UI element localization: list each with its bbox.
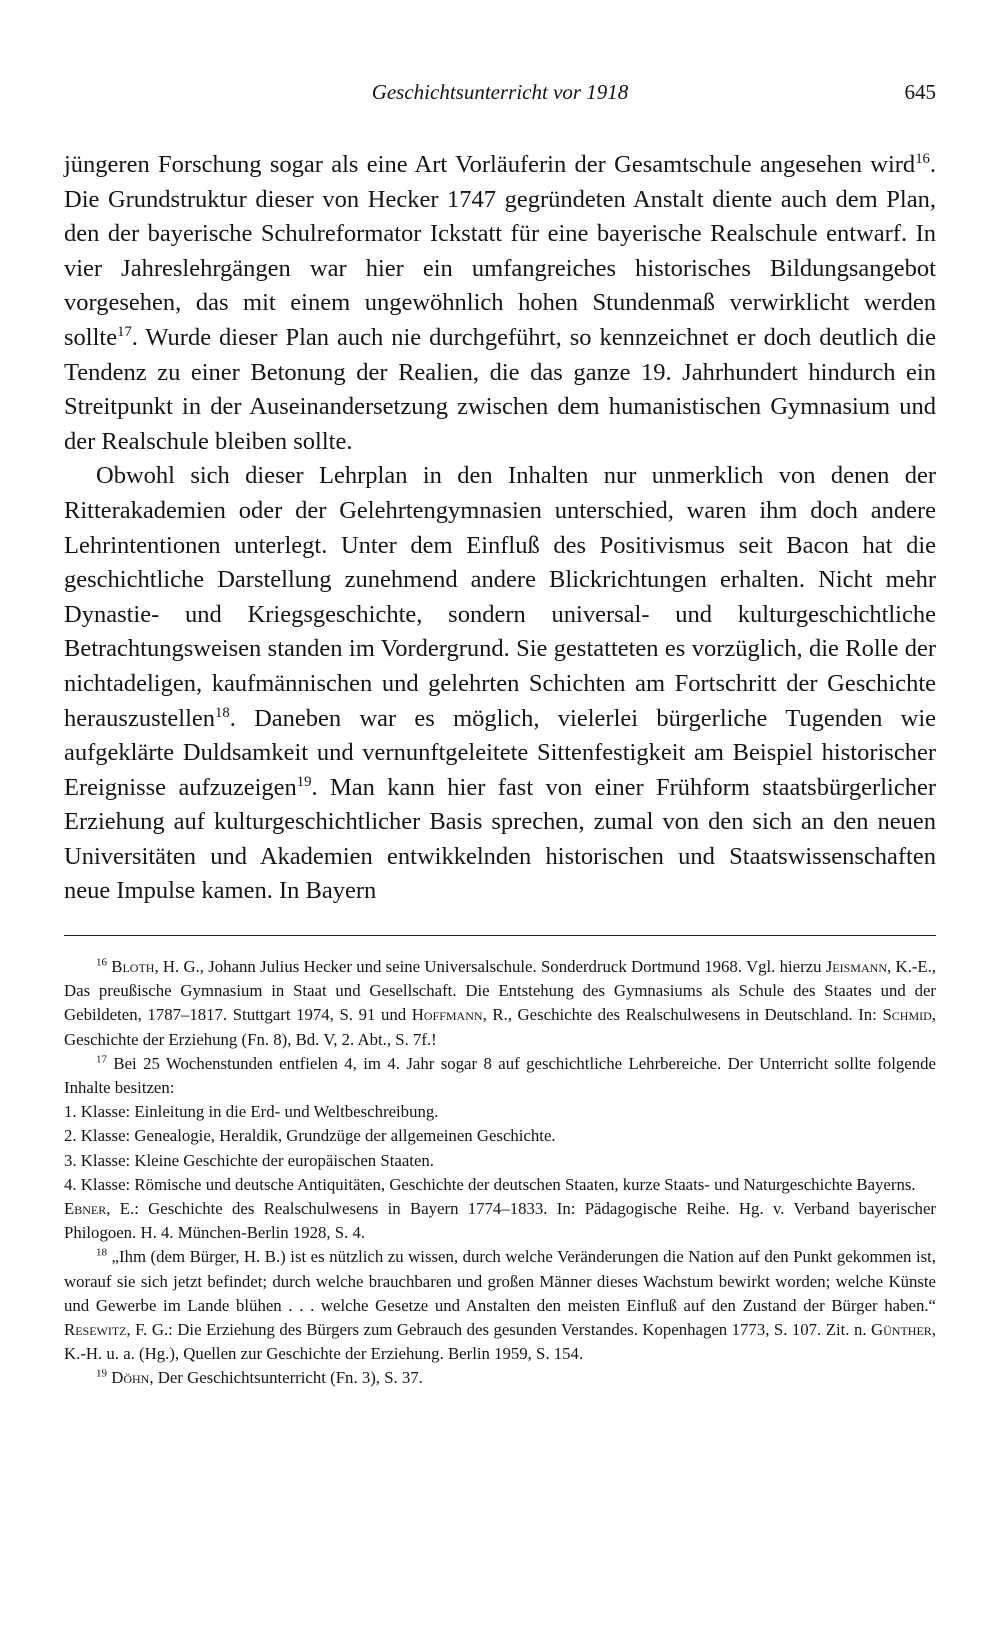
footnote-18: [64, 1245, 936, 1366]
footnote-text: , E.: Geschichte des Realschulwesens in Bayern 1774–1833. In: Pädagogische Reihe. Hg. v. Verband bayerischer Philogoen. H. 4. München-Berlin 1928, S. 4.: [64, 1199, 936, 1243]
footnote-ref: 17: [117, 323, 132, 340]
paragraph-text: . Wurde dieser Plan auch nie durchgeführt, so kennzeichnet er doch deutlich die Tendenz zu einer Betonung der Realien, die das ganze 19. Jahrhundert hindurch ein Streitpunkt in der Auseinandersetzung zwischen dem humanistischen Gymnasium und der Realschule bleiben sollte.: [64, 323, 936, 455]
footnote-text: „Ihm (dem Bürger, H. B.) ist es nützlich zu wissen, durch welche Veränderungen die Nation auf den Punkt gekommen ist, worauf sie sich jetzt befindet; durch welche brauchbaren und großen Männer dieses Wachstum bewirkt worden; welche Künste und Gewerbe im Lande blühen . . . welche Gesetze und Anstalten den meisten Einfluß auf den Zustand der Bürger haben.“: [64, 1247, 936, 1315]
footnote-text: , K.-H. u. a. (Hg.), Quellen zur Geschichte der Erziehung. Berlin 1959, S. 154.: [64, 1320, 936, 1364]
paragraph-1: [64, 148, 936, 459]
running-title: Geschichtsunterricht vor 1918: [371, 80, 629, 104]
page-number: 645: [904, 80, 936, 104]
footnote-text: , F. G.: Die Erziehung des Bürgers zum Gebrauch des gesunden Verstandes. Kopenhagen 1773, S. 107. Zit. n.: [126, 1320, 872, 1340]
footnote-19: [64, 1366, 936, 1390]
footnote-reference: [64, 1197, 936, 1245]
list-item: 3. Klasse: Kleine Geschichte der europäischen Staaten.: [64, 1150, 434, 1170]
paragraph-text: . Die Grundstruktur dieser von Hecker 1747 gegründeten Anstalt diente auch dem Plan, den der bayerische Schulreformator Ickstatt für eine bayerische Realschule entwarf. In vier Jahreslehrgängen war hier ein umfangreiches historisches Bildungsangebot vorgesehen, das mit einem ungewöhnlich hohen Stundenmaß verwirklicht werden sollte: [64, 151, 936, 351]
page-header: [64, 80, 936, 114]
author-name: Ebner: [64, 1199, 107, 1219]
list-item: 2. Klasse: Genealogie, Heraldik, Grundzüge der allgemeinen Geschichte.: [64, 1126, 556, 1146]
paragraph-text: . Daneben war es möglich, vielerlei bürgerliche Tugenden wie aufgeklärte Duldsamkeit und vernunftgeleitete Sittenfestigkeit am Beispiel historischer Ereignisse aufzuzeigen: [64, 704, 936, 801]
author-name: Resewitz: [64, 1320, 127, 1340]
author-name: Bloth: [111, 957, 155, 976]
footnote-number: 16: [96, 956, 107, 969]
footnote-number: 18: [96, 1246, 107, 1259]
paragraph-text: Obwohl sich dieser Lehrplan in den Inhalten nur unmerklich von denen der Ritterakademien oder der Gelehrtengymnasien unterschied, waren ihm doch andere Lehrintentionen unterlegt. Unter dem Einfluß des Positivismus seit Bacon hat die geschichtliche Darstellung zunehmend andere Blickrichtungen erhalten. Nicht mehr Dynastie- und Kriegsgeschichte, sondern universal- und kulturgeschichtliche Betrachtungsweisen standen im Vordergrund. Sie gestatteten es vorzüglich, die Rolle der nichtadeligen, kaufmännischen und gelehrten Schichten am Fortschritt der Geschichte herauszustellen: [64, 462, 936, 732]
paragraph-2: [64, 459, 936, 909]
footnote-text: , K.-E., Das preußische Gymnasium in Staat und Gesellschaft. Die Entstehung des Gymnasiums als Schule des Staates und der Gebildeten, 1787–1817. Stuttgart 1974, S. 91 und: [64, 957, 936, 1025]
footnote-text: , Geschichte der Erziehung (Fn. 8), Bd. V, 2. Abt., S. 7f.!: [64, 1005, 936, 1049]
footnote-text: , Der Geschichtsunterricht (Fn. 3), S. 37.: [149, 1368, 423, 1388]
author-name: Döhn: [111, 1368, 150, 1388]
footnote-number: 19: [96, 1367, 107, 1380]
footnote-text: , R., Geschichte des Realschulwesens in Deutschland. In:: [482, 1005, 883, 1025]
list-item: 4. Klasse: Römische und deutsche Antiquitäten, Geschichte der deutschen Staaten, kurze Staats- und Naturgeschichte Bayerns.: [64, 1174, 916, 1194]
footnote-number: 17: [96, 1053, 107, 1066]
footnote-text: Bei 25 Wochenstunden entfielen 4, im 4. Jahr sogar 8 auf geschichtliche Lehrbereiche. Der Unterricht sollte folgende Inhalte besitzen:: [64, 1053, 936, 1098]
footnotes: [64, 955, 936, 1391]
footnote-17: [64, 1052, 936, 1100]
author-name: Hoffmann: [411, 1005, 483, 1025]
paragraph-text: jüngeren Forschung sogar als eine Art Vorläuferin der Gesamtschule angesehen wird: [64, 151, 916, 178]
author-name: Schmid: [882, 1005, 932, 1025]
paragraph-text: . Man kann hier fast von einer Frühform staatsbürgerlicher Erziehung auf kulturgeschichtlicher Basis sprechen, zumal von den sich an den neuen Universitäten und Akademien entwikkelnden historischen und Staatswissenschaften neue Impulse kamen. In Bayern: [64, 773, 936, 905]
footnote-ref: 18: [215, 704, 230, 721]
footnote-ref: 16: [915, 150, 930, 167]
main-text: [64, 148, 936, 909]
author-name: Günther: [871, 1320, 932, 1340]
footnote-divider: [64, 935, 936, 936]
footnote-16: [64, 955, 936, 1052]
author-name: Jeismann: [825, 957, 887, 976]
list-item: 1. Klasse: Einleitung in die Erd- und Weltbeschreibung.: [64, 1102, 439, 1122]
footnote-ref: 19: [296, 773, 312, 790]
footnote-text: , H. G., Johann Julius Hecker und seine Universalschule. Sonderdruck Dortmund 1968. Vgl. hierzu: [154, 957, 826, 976]
